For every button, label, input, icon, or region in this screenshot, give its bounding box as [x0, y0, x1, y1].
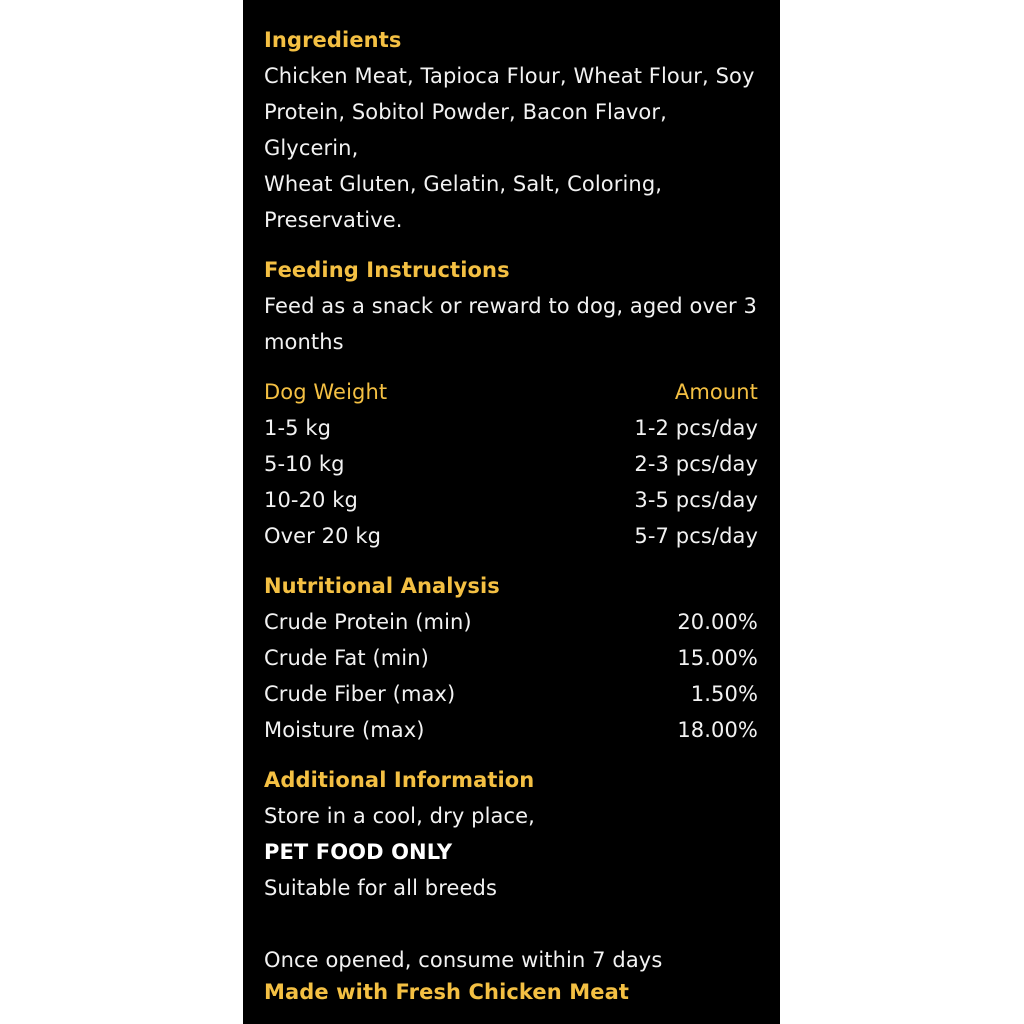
ingredients-section: [264, 22, 758, 238]
feeding-line: Feed as a snack or reward to dog, aged over 3: [264, 294, 757, 318]
amount-cell: 2-3 pcs/day: [634, 452, 758, 476]
nutrient-value: 15.00%: [677, 646, 758, 670]
spacer: [264, 906, 758, 942]
weight-cell: 10-20 kg: [264, 488, 358, 512]
table-row: [264, 518, 758, 554]
product-info-panel: [243, 0, 780, 1024]
table-row: [264, 712, 758, 748]
nutrient-value: 20.00%: [677, 610, 758, 634]
nutrition-heading: Nutritional Analysis: [264, 574, 500, 598]
col-amount: Amount: [674, 380, 758, 404]
breeds-text: Suitable for all breeds: [264, 876, 498, 900]
nutrition-section: [264, 568, 758, 748]
storage-text: Store in a cool, dry place,: [264, 804, 535, 828]
feeding-section: [264, 252, 758, 360]
weight-cell: Over 20 kg: [264, 524, 382, 548]
amount-cell: 1-2 pcs/day: [634, 416, 758, 440]
amount-cell: 5-7 pcs/day: [634, 524, 758, 548]
col-dog-weight: Dog Weight: [264, 380, 388, 404]
additional-heading: Additional Information: [264, 768, 535, 792]
nutrient-label: Crude Fiber (max): [264, 682, 456, 706]
ingredients-line: Chicken Meat, Tapioca Flour, Wheat Flour, Soy: [264, 64, 755, 88]
table-row: [264, 410, 758, 446]
pet-food-only-text: PET FOOD ONLY: [264, 840, 453, 864]
nutrient-label: Crude Fat (min): [264, 646, 429, 670]
table-row: [264, 446, 758, 482]
table-row: [264, 640, 758, 676]
table-row: [264, 482, 758, 518]
table-row: [264, 604, 758, 640]
ingredients-heading: Ingredients: [264, 28, 402, 52]
additional-section: [264, 762, 758, 978]
nutrient-value: 1.50%: [690, 682, 758, 706]
feeding-heading: Feeding Instructions: [264, 258, 510, 282]
nutrient-label: Crude Protein (min): [264, 610, 472, 634]
ingredients-line: Wheat Gluten, Gelatin, Salt, Coloring,: [264, 172, 663, 196]
opened-text: Once opened, consume within 7 days: [264, 948, 663, 972]
ingredients-line: Preservative.: [264, 208, 403, 232]
feeding-line: months: [264, 330, 344, 354]
nutrient-value: 18.00%: [677, 718, 758, 742]
weight-cell: 5-10 kg: [264, 452, 345, 476]
table-row: [264, 676, 758, 712]
feeding-table-header: [264, 374, 758, 410]
footer-tagline: Made with Fresh Chicken Meat: [264, 980, 629, 1004]
amount-cell: 3-5 pcs/day: [634, 488, 758, 512]
weight-cell: 1-5 kg: [264, 416, 332, 440]
nutrient-label: Moisture (max): [264, 718, 425, 742]
feeding-table: [264, 374, 758, 554]
ingredients-line: Protein, Sobitol Powder, Bacon Flavor, Glycerin,: [264, 100, 667, 160]
